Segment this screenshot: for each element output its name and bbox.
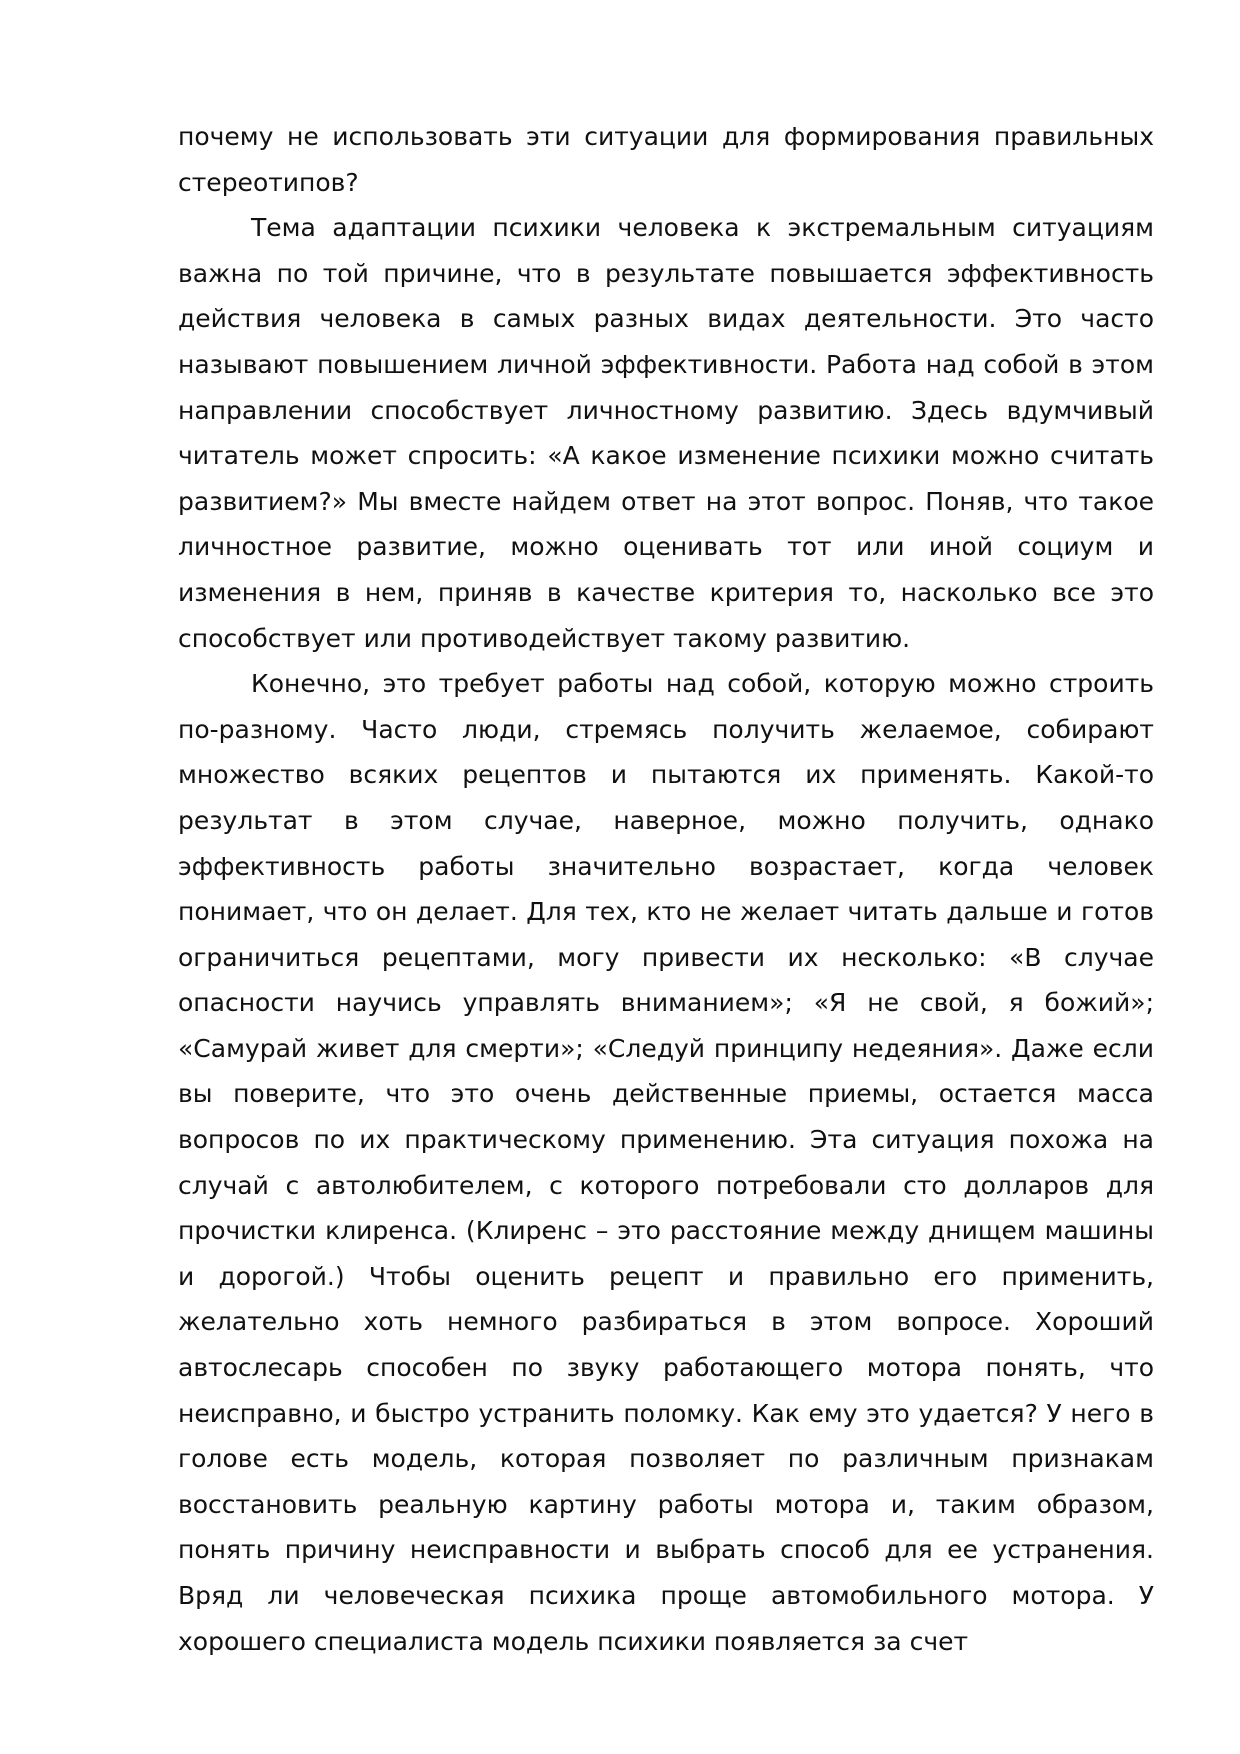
paragraph-self-work: Конечно, это требует работы над собой, которую можно строить по-разному. Часто люди, стремясь получить желаемое, собирают множество всяких рецептов и пытаются их применять. Какой-то результат в этом случае, наверное, можно получить, однако эффективность работы значительно возрастает, когда человек понимает, что он делает. Для тех, кто не желает читать дальше и готов ограничиться рецептами, могу привести их несколько: «В случае опасности научись управлять вниманием»; «Я не свой, я божий»; «Самурай живет для смерти»; «Следуй принципу недеяния». Даже если вы поверите, что это очень действенные приемы, остается масса вопросов по их практическому применению. Эта ситуация похожа на случай с автолюбителем, с которого потребовали сто долларов для прочистки клиренса. (Клиренс – это расстояние между днищем машины и дорогой.) Чтобы оценить рецепт и правильно его применить, желательно хоть немного разбираться в этом вопросе. Хороший автослесарь способен по звуку работающего мотора понять, что неисправно, и быстро устранить поломку. Как ему это удается? У него в голове есть модель, которая позволяет по различным признакам восстановить реальную картину работы мотора и, таким образом, понять причину неисправности и выбрать способ для ее устранения. Вряд ли человеческая психика проще автомобильного мотора. У хорошего специалиста модель психики появляется за счет <box>178 669 1154 1656</box>
paragraph-adaptation-topic: Тема адаптации психики человека к экстремальным ситуациям важна по той причине, что в результате повышается эффективность действия человека в самых разных видах деятельности. Это часто называют повышением личной эффективности. Работа над собой в этом направлении способствует личностному развитию. Здесь вдумчивый читатель может спросить: «А какое изменение психики можно считать развитием?» Мы вместе найдем ответ на этот вопрос. Поняв, что такое личностное развитие, можно оценивать тот или иной социум и изменения в нем, приняв в качестве критерия то, насколько все это способствует или противодействует такому развитию. <box>178 213 1154 653</box>
paragraph-continuation: почему не использовать эти ситуации для формирования правильных стереотипов? <box>178 122 1154 197</box>
body-text <box>178 114 1154 1664</box>
